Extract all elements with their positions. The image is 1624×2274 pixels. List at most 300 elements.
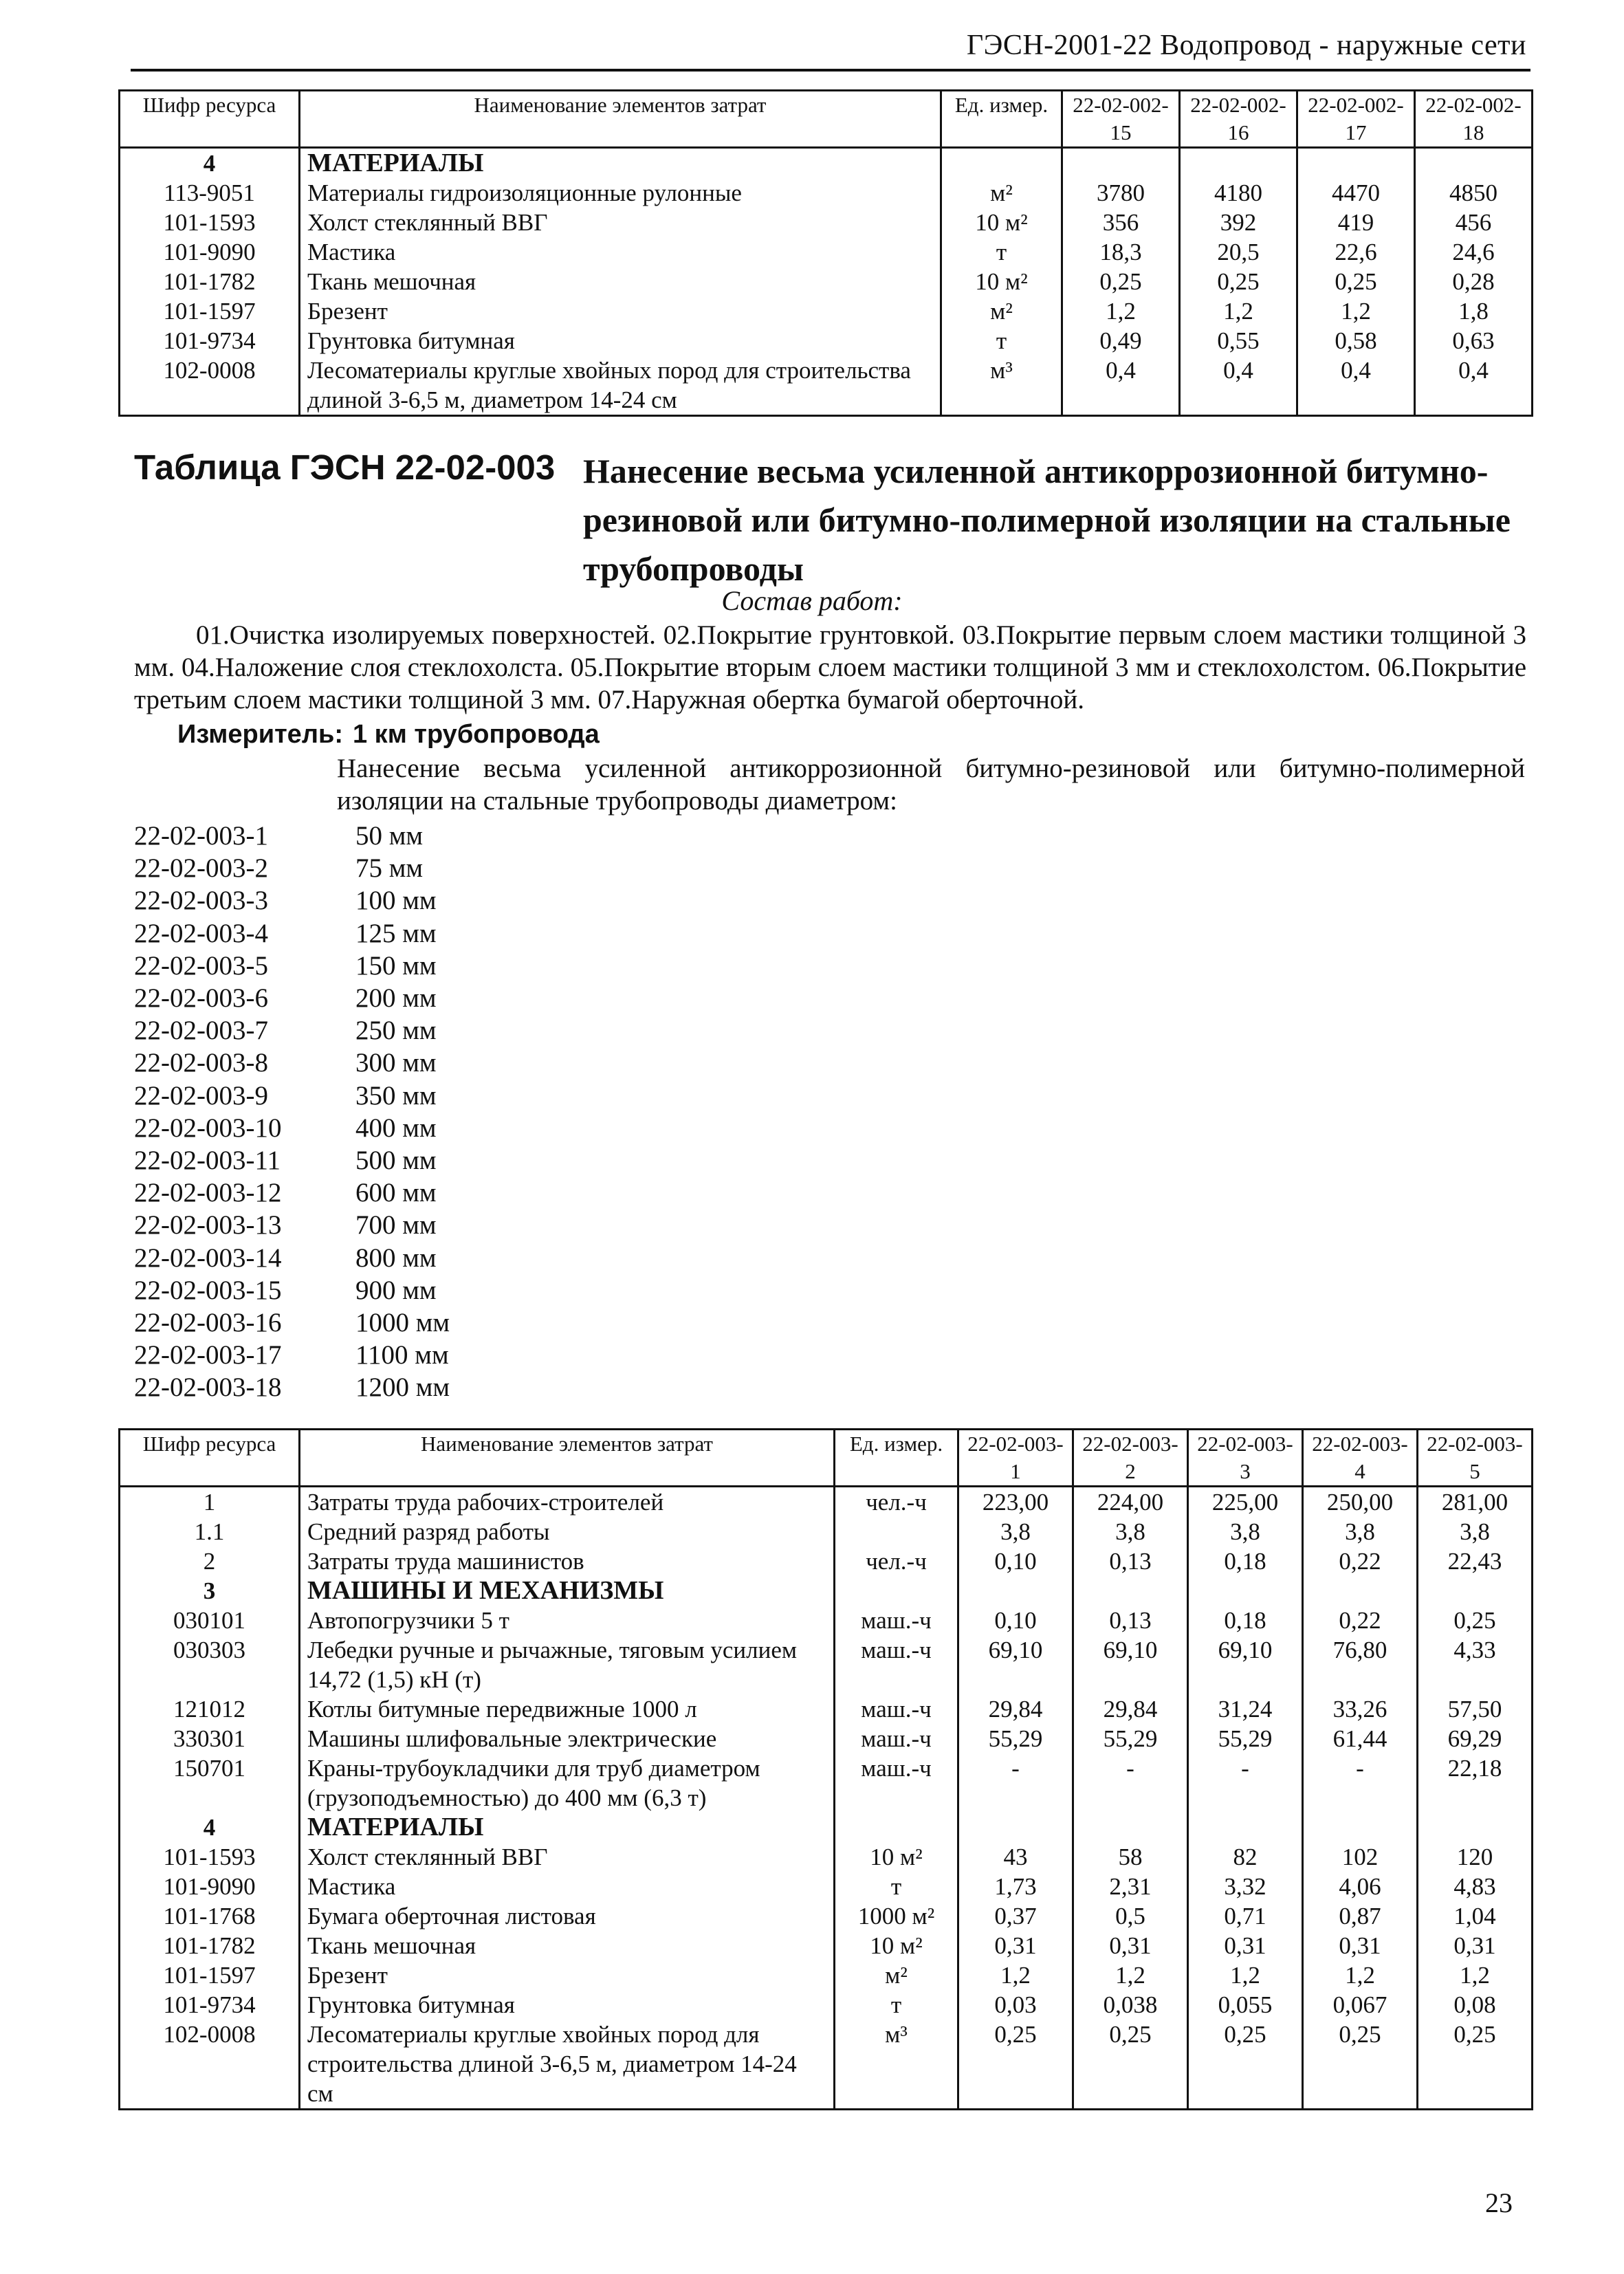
- table-row: [120, 267, 1533, 296]
- column-header: 22-02-002-16: [1180, 91, 1297, 148]
- cost-element-name-cell: Котлы битумные передвижные 1000 л: [300, 1694, 835, 1724]
- variant-item: [134, 1209, 450, 1241]
- variant-item: [134, 1112, 450, 1144]
- value-cell: 0,87: [1303, 1901, 1418, 1931]
- cost-element-name-cell: Материалы гидроизоляционные рулонные: [300, 178, 941, 208]
- cost-element-name-cell: Брезент: [300, 1960, 835, 1990]
- value-cell: 4850: [1415, 178, 1533, 208]
- table-row: [120, 1724, 1533, 1753]
- variant-code: 22-02-003-12: [134, 1178, 282, 1208]
- variant-item: [134, 852, 450, 884]
- value-cell: 0,08: [1418, 1990, 1533, 2020]
- cost-element-name-cell: Холст стеклянный ВВГ: [300, 208, 941, 237]
- cost-element-name-cell: Затраты труда машинистов: [300, 1546, 835, 1576]
- resource-code-cell: 101-9734: [120, 1990, 300, 2020]
- variant-diameter: 350 мм: [355, 1080, 437, 1111]
- value-cell: 82: [1188, 1842, 1303, 1872]
- value-cell: 0,31: [1073, 1931, 1188, 1960]
- value-cell: 69,10: [1188, 1635, 1303, 1694]
- table-label: Таблица ГЭСН 22-02-003: [134, 448, 556, 487]
- unit-cell: [835, 1576, 958, 1606]
- variant-code: 22-02-003-13: [134, 1210, 282, 1240]
- variant-code: 22-02-003-4: [134, 918, 268, 948]
- value-cell: 1,2: [1188, 1960, 1303, 1990]
- meter-value: 1 км трубопровода: [352, 720, 600, 749]
- value-cell: 0,71: [1188, 1901, 1303, 1931]
- resource-code-cell: 102-0008: [120, 2020, 300, 2110]
- value-cell: 0,03: [958, 1990, 1073, 2020]
- resource-code-cell: 102-0008: [120, 356, 300, 416]
- value-cell: 33,26: [1303, 1694, 1418, 1724]
- unit-cell: м²: [941, 178, 1062, 208]
- variant-diameter: 125 мм: [355, 918, 437, 948]
- value-cell: 20,5: [1180, 237, 1297, 267]
- cost-element-name-cell: МАШИНЫ И МЕХАНИЗМЫ: [300, 1576, 835, 1606]
- table-row: [120, 1872, 1533, 1901]
- cost-element-name-cell: Ткань мешочная: [300, 1931, 835, 1960]
- cost-element-name-cell: МАТЕРИАЛЫ: [300, 148, 941, 179]
- value-cell: 0,055: [1188, 1990, 1303, 2020]
- column-header: Шифр ресурса: [120, 91, 300, 148]
- meter-label: Измеритель:: [177, 720, 343, 749]
- variant-item: [134, 884, 450, 917]
- value-cell: 0,038: [1073, 1990, 1188, 2020]
- value-cell: 3,8: [1303, 1517, 1418, 1546]
- table-row: [120, 1931, 1533, 1960]
- value-cell: [1418, 1576, 1533, 1606]
- variant-item: [134, 1274, 450, 1307]
- variant-diameter: 150 мм: [355, 950, 437, 981]
- table-row: [120, 2020, 1533, 2110]
- value-cell: 29,84: [958, 1694, 1073, 1724]
- value-cell: 0,37: [958, 1901, 1073, 1931]
- value-cell: 1,2: [1180, 296, 1297, 326]
- variants-intro: Нанесение весьма усиленной антикоррозионной битумно-резиновой или битумно-полимерной изоляции на стальные трубопроводы диаметром:: [337, 754, 1525, 816]
- variant-diameter: 200 мм: [355, 983, 437, 1014]
- table-row: [120, 1960, 1533, 1990]
- value-cell: 22,18: [1418, 1753, 1533, 1813]
- section-row: [120, 148, 1533, 179]
- unit-cell: т: [941, 237, 1062, 267]
- column-header: 22-02-003-4: [1303, 1430, 1418, 1487]
- resource-code-cell: 101-1597: [120, 1960, 300, 1990]
- unit-cell: чел.-ч: [835, 1487, 958, 1518]
- variant-diameter: 500 мм: [355, 1146, 437, 1176]
- table-row: [120, 1635, 1533, 1694]
- header-rule: [131, 69, 1530, 72]
- unit-cell: маш.-ч: [835, 1724, 958, 1753]
- variant-code: 22-02-003-10: [134, 1113, 282, 1143]
- value-cell: [1303, 1813, 1418, 1842]
- value-cell: 0,18: [1188, 1546, 1303, 1576]
- value-cell: 0,28: [1415, 267, 1533, 296]
- value-cell: 61,44: [1303, 1724, 1418, 1753]
- cost-element-name-cell: Автопогрузчики 5 т: [300, 1606, 835, 1635]
- value-cell: 3,8: [1188, 1517, 1303, 1546]
- value-cell: [1180, 148, 1297, 179]
- variant-item: [134, 1177, 450, 1209]
- value-cell: 1,2: [1073, 1960, 1188, 1990]
- variant-diameter: 600 мм: [355, 1178, 437, 1208]
- meter-line: [177, 720, 600, 750]
- value-cell: -: [1073, 1753, 1188, 1813]
- cost-element-name-cell: Машины шлифовальные электрические: [300, 1724, 835, 1753]
- variant-code: 22-02-003-2: [134, 853, 268, 884]
- value-cell: 1,73: [958, 1872, 1073, 1901]
- table-row: [120, 296, 1533, 326]
- value-cell: [958, 1813, 1073, 1842]
- unit-cell: маш.-ч: [835, 1635, 958, 1694]
- value-cell: 1,2: [1297, 296, 1415, 326]
- table-header-row: [120, 91, 1533, 148]
- resource-code-cell: 101-1597: [120, 296, 300, 326]
- unit-cell: т: [941, 326, 1062, 356]
- value-cell: 0,25: [1062, 267, 1180, 296]
- value-cell: 0,4: [1180, 356, 1297, 416]
- variant-code: 22-02-003-8: [134, 1048, 268, 1078]
- resource-code-cell: 101-1768: [120, 1901, 300, 1931]
- resource-code-cell: 4: [120, 148, 300, 179]
- unit-cell: м²: [835, 1960, 958, 1990]
- value-cell: 4,33: [1418, 1635, 1533, 1694]
- column-header: Шифр ресурса: [120, 1430, 300, 1487]
- unit-cell: м³: [941, 356, 1062, 416]
- value-cell: [1415, 148, 1533, 179]
- unit-cell: [835, 1517, 958, 1546]
- cost-element-name-cell: Холст стеклянный ВВГ: [300, 1842, 835, 1872]
- variant-diameter: 50 мм: [355, 821, 424, 851]
- table-row: [120, 1606, 1533, 1635]
- variant-item: [134, 1144, 450, 1177]
- value-cell: 0,25: [1297, 267, 1415, 296]
- cost-element-name-cell: Лесоматериалы круглые хвойных пород для строительства длиной 3-6,5 м, диаметром 14-24 см: [300, 2020, 835, 2110]
- value-cell: 120: [1418, 1842, 1533, 1872]
- variant-item: [134, 982, 450, 1014]
- unit-cell: 10 м²: [835, 1842, 958, 1872]
- resource-code-cell: 1.1: [120, 1517, 300, 1546]
- value-cell: [1073, 1576, 1188, 1606]
- value-cell: 55,29: [1073, 1724, 1188, 1753]
- variant-item: [134, 820, 450, 852]
- resource-code-cell: 101-1782: [120, 267, 300, 296]
- value-cell: 43: [958, 1842, 1073, 1872]
- variant-code: 22-02-003-7: [134, 1016, 268, 1046]
- resources-table-22-02-003: [118, 1428, 1533, 2110]
- value-cell: 0,4: [1062, 356, 1180, 416]
- value-cell: 0,25: [1073, 2020, 1188, 2110]
- unit-cell: 1000 м²: [835, 1901, 958, 1931]
- materials-table-22-02-002: [118, 89, 1533, 417]
- value-cell: -: [958, 1753, 1073, 1813]
- column-header: Ед. измер.: [835, 1430, 958, 1487]
- cost-element-name-cell: Грунтовка битумная: [300, 326, 941, 356]
- resource-code-cell: 101-9090: [120, 1872, 300, 1901]
- table-row: [120, 1753, 1533, 1813]
- value-cell: 0,25: [1418, 2020, 1533, 2110]
- column-header: 22-02-002-17: [1297, 91, 1415, 148]
- value-cell: 0,10: [958, 1606, 1073, 1635]
- value-cell: 22,6: [1297, 237, 1415, 267]
- table-row: [120, 1694, 1533, 1724]
- table-row: [120, 1842, 1533, 1872]
- resource-code-cell: 330301: [120, 1724, 300, 1753]
- value-cell: 0,31: [1418, 1931, 1533, 1960]
- section-row: [120, 1813, 1533, 1842]
- value-cell: 3780: [1062, 178, 1180, 208]
- value-cell: 1,04: [1418, 1901, 1533, 1931]
- table-row: [120, 1517, 1533, 1546]
- value-cell: 2,31: [1073, 1872, 1188, 1901]
- value-cell: 1,8: [1415, 296, 1533, 326]
- variant-code: 22-02-003-16: [134, 1308, 282, 1338]
- value-cell: 0,31: [1188, 1931, 1303, 1960]
- table-row: [120, 356, 1533, 416]
- value-cell: -: [1188, 1753, 1303, 1813]
- resource-code-cell: 101-1593: [120, 1842, 300, 1872]
- variant-diameter: 1100 мм: [355, 1340, 449, 1370]
- variant-code: 22-02-003-3: [134, 886, 268, 916]
- variant-diameter: 1000 мм: [355, 1308, 450, 1338]
- value-cell: 57,50: [1418, 1694, 1533, 1724]
- value-cell: [958, 1576, 1073, 1606]
- variant-item: [134, 1080, 450, 1112]
- value-cell: 225,00: [1188, 1487, 1303, 1518]
- value-cell: [1303, 1576, 1418, 1606]
- value-cell: [1188, 1813, 1303, 1842]
- variants-list: [134, 820, 450, 1404]
- value-cell: 22,43: [1418, 1546, 1533, 1576]
- variant-diameter: 100 мм: [355, 886, 437, 916]
- value-cell: 0,25: [958, 2020, 1073, 2110]
- value-cell: 3,8: [1073, 1517, 1188, 1546]
- value-cell: 4470: [1297, 178, 1415, 208]
- column-header: Ед. измер.: [941, 91, 1062, 148]
- variant-item: [134, 1371, 450, 1403]
- unit-cell: [835, 1813, 958, 1842]
- variant-diameter: 900 мм: [355, 1275, 437, 1305]
- value-cell: 69,10: [1073, 1635, 1188, 1694]
- resource-code-cell: 3: [120, 1576, 300, 1606]
- resource-code-cell: 4: [120, 1813, 300, 1842]
- variant-code: 22-02-003-1: [134, 821, 268, 851]
- resource-code-cell: 150701: [120, 1753, 300, 1813]
- cost-element-name-cell: Лебедки ручные и рычажные, тяговым усилием 14,72 (1,5) кН (т): [300, 1635, 835, 1694]
- value-cell: 0,49: [1062, 326, 1180, 356]
- variant-diameter: 700 мм: [355, 1210, 437, 1240]
- value-cell: 0,067: [1303, 1990, 1418, 2020]
- table-header-row: [120, 1430, 1533, 1487]
- resource-code-cell: 1: [120, 1487, 300, 1518]
- cost-element-name-cell: Средний разряд работы: [300, 1517, 835, 1546]
- value-cell: -: [1303, 1753, 1418, 1813]
- value-cell: 0,22: [1303, 1546, 1418, 1576]
- value-cell: 224,00: [1073, 1487, 1188, 1518]
- value-cell: 0,31: [958, 1931, 1073, 1960]
- cost-element-name-cell: Бумага оберточная листовая: [300, 1901, 835, 1931]
- value-cell: [1418, 1813, 1533, 1842]
- variant-code: 22-02-003-5: [134, 950, 268, 981]
- value-cell: 55,29: [1188, 1724, 1303, 1753]
- value-cell: 281,00: [1418, 1487, 1533, 1518]
- unit-cell: 10 м²: [941, 208, 1062, 237]
- value-cell: 18,3: [1062, 237, 1180, 267]
- variant-code: 22-02-003-6: [134, 983, 268, 1014]
- value-cell: 356: [1062, 208, 1180, 237]
- value-cell: 3,32: [1188, 1872, 1303, 1901]
- works-description: 01.Очистка изолируемых поверхностей. 02.Покрытие грунтовкой. 03.Покрытие первым слоем мастики толщиной 3 мм. 04.Наложение слоя стеклохолста. 05.Покрытие вторым слоем мастики толщиной 3 мм и стеклохолстом. 06.Покрытие третьим слоем мастики толщиной 3 мм. 07.Наружная обертка бумагой оберточной.: [134, 620, 1526, 714]
- table-row: [120, 1990, 1533, 2020]
- table-row: [120, 237, 1533, 267]
- value-cell: 0,4: [1415, 356, 1533, 416]
- value-cell: [1297, 148, 1415, 179]
- variant-diameter: 300 мм: [355, 1048, 437, 1078]
- column-header: 22-02-003-5: [1418, 1430, 1533, 1487]
- cost-element-name-cell: МАТЕРИАЛЫ: [300, 1813, 835, 1842]
- variant-diameter: 250 мм: [355, 1016, 437, 1046]
- column-header: Наименование элементов затрат: [300, 91, 941, 148]
- variant-item: [134, 1047, 450, 1079]
- value-cell: 3,8: [1418, 1517, 1533, 1546]
- value-cell: 3,8: [958, 1517, 1073, 1546]
- cost-element-name-cell: Брезент: [300, 296, 941, 326]
- section-row: [120, 1576, 1533, 1606]
- variant-diameter: 75 мм: [355, 853, 424, 884]
- value-cell: 0,10: [958, 1546, 1073, 1576]
- value-cell: 58: [1073, 1842, 1188, 1872]
- unit-cell: маш.-ч: [835, 1694, 958, 1724]
- cost-element-name-cell: Мастика: [300, 1872, 835, 1901]
- column-header: 22-02-002-18: [1415, 91, 1533, 148]
- variant-diameter: 1200 мм: [355, 1373, 450, 1403]
- value-cell: 1,2: [958, 1960, 1073, 1990]
- value-cell: 31,24: [1188, 1694, 1303, 1724]
- variant-item: [134, 1339, 450, 1371]
- column-header: Наименование элементов затрат: [300, 1430, 835, 1487]
- value-cell: 4180: [1180, 178, 1297, 208]
- value-cell: 0,31: [1303, 1931, 1418, 1960]
- value-cell: [1073, 1813, 1188, 1842]
- value-cell: 392: [1180, 208, 1297, 237]
- value-cell: 102: [1303, 1842, 1418, 1872]
- resource-code-cell: 101-9734: [120, 326, 300, 356]
- column-header: 22-02-003-1: [958, 1430, 1073, 1487]
- table-row: [120, 1487, 1533, 1518]
- cost-element-name-cell: Грунтовка битумная: [300, 1990, 835, 2020]
- unit-cell: т: [835, 1990, 958, 2020]
- value-cell: 55,29: [958, 1724, 1073, 1753]
- unit-cell: м²: [941, 296, 1062, 326]
- cost-element-name-cell: Мастика: [300, 237, 941, 267]
- value-cell: 0,18: [1188, 1606, 1303, 1635]
- value-cell: 1,2: [1062, 296, 1180, 326]
- value-cell: 1,2: [1418, 1960, 1533, 1990]
- variant-diameter: 800 мм: [355, 1243, 437, 1273]
- value-cell: 0,4: [1297, 356, 1415, 416]
- variant-item: [134, 1242, 450, 1274]
- value-cell: 69,29: [1418, 1724, 1533, 1753]
- variant-diameter: 400 мм: [355, 1113, 437, 1143]
- value-cell: 4,06: [1303, 1872, 1418, 1901]
- cost-element-name-cell: Лесоматериалы круглые хвойных пород для строительства длиной 3-6,5 м, диаметром 14-24 см: [300, 356, 941, 416]
- resource-code-cell: 2: [120, 1546, 300, 1576]
- unit-cell: 10 м²: [941, 267, 1062, 296]
- value-cell: 0,25: [1303, 2020, 1418, 2110]
- value-cell: 76,80: [1303, 1635, 1418, 1694]
- unit-cell: маш.-ч: [835, 1753, 958, 1813]
- resource-code-cell: 101-1593: [120, 208, 300, 237]
- cost-element-name-cell: Затраты труда рабочих-строителей: [300, 1487, 835, 1518]
- unit-cell: чел.-ч: [835, 1546, 958, 1576]
- value-cell: 0,5: [1073, 1901, 1188, 1931]
- running-header: ГЭСН-2001-22 Водопровод - наружные сети: [966, 30, 1526, 61]
- variant-item: [134, 1307, 450, 1339]
- value-cell: 0,25: [1188, 2020, 1303, 2110]
- unit-cell: 10 м²: [835, 1931, 958, 1960]
- value-cell: 0,13: [1073, 1606, 1188, 1635]
- variant-code: 22-02-003-11: [134, 1146, 281, 1176]
- value-cell: 1,2: [1303, 1960, 1418, 1990]
- cost-element-name-cell: Ткань мешочная: [300, 267, 941, 296]
- table-row: [120, 208, 1533, 237]
- value-cell: 0,25: [1180, 267, 1297, 296]
- value-cell: 456: [1415, 208, 1533, 237]
- column-header: 22-02-003-3: [1188, 1430, 1303, 1487]
- variant-code: 22-02-003-18: [134, 1373, 282, 1403]
- value-cell: 0,25: [1418, 1606, 1533, 1635]
- resource-code-cell: 101-9090: [120, 237, 300, 267]
- value-cell: 419: [1297, 208, 1415, 237]
- resource-code-cell: 121012: [120, 1694, 300, 1724]
- variant-item: [134, 917, 450, 950]
- value-cell: [1062, 148, 1180, 179]
- works-heading: Состав работ:: [721, 585, 903, 616]
- resource-code-cell: 101-1782: [120, 1931, 300, 1960]
- variant-item: [134, 1014, 450, 1047]
- page-number: 23: [1485, 2187, 1513, 2218]
- value-cell: 69,10: [958, 1635, 1073, 1694]
- variant-code: 22-02-003-9: [134, 1080, 268, 1111]
- value-cell: 24,6: [1415, 237, 1533, 267]
- value-cell: 223,00: [958, 1487, 1073, 1518]
- variant-code: 22-02-003-14: [134, 1243, 282, 1273]
- table-title: Нанесение весьма усиленной антикоррозионной битумно-резиновой или битумно-полимерной изоляции на стальные трубопроводы: [583, 452, 1511, 588]
- unit-cell: маш.-ч: [835, 1606, 958, 1635]
- value-cell: 0,58: [1297, 326, 1415, 356]
- unit-cell: [941, 148, 1062, 179]
- value-cell: 29,84: [1073, 1694, 1188, 1724]
- table-row: [120, 326, 1533, 356]
- resource-code-cell: 113-9051: [120, 178, 300, 208]
- value-cell: 0,13: [1073, 1546, 1188, 1576]
- column-header: 22-02-002-15: [1062, 91, 1180, 148]
- value-cell: 250,00: [1303, 1487, 1418, 1518]
- value-cell: 0,55: [1180, 326, 1297, 356]
- unit-cell: т: [835, 1872, 958, 1901]
- table-row: [120, 1546, 1533, 1576]
- cost-element-name-cell: Краны-трубоукладчики для труб диаметром (грузоподъемностью) до 400 мм (6,3 т): [300, 1753, 835, 1813]
- column-header: 22-02-003-2: [1073, 1430, 1188, 1487]
- value-cell: 4,83: [1418, 1872, 1533, 1901]
- variant-code: 22-02-003-17: [134, 1340, 282, 1370]
- resource-code-cell: 030101: [120, 1606, 300, 1635]
- value-cell: [1188, 1576, 1303, 1606]
- variant-code: 22-02-003-15: [134, 1275, 282, 1305]
- value-cell: 0,22: [1303, 1606, 1418, 1635]
- unit-cell: м³: [835, 2020, 958, 2110]
- table-row: [120, 178, 1533, 208]
- table-row: [120, 1901, 1533, 1931]
- value-cell: 0,63: [1415, 326, 1533, 356]
